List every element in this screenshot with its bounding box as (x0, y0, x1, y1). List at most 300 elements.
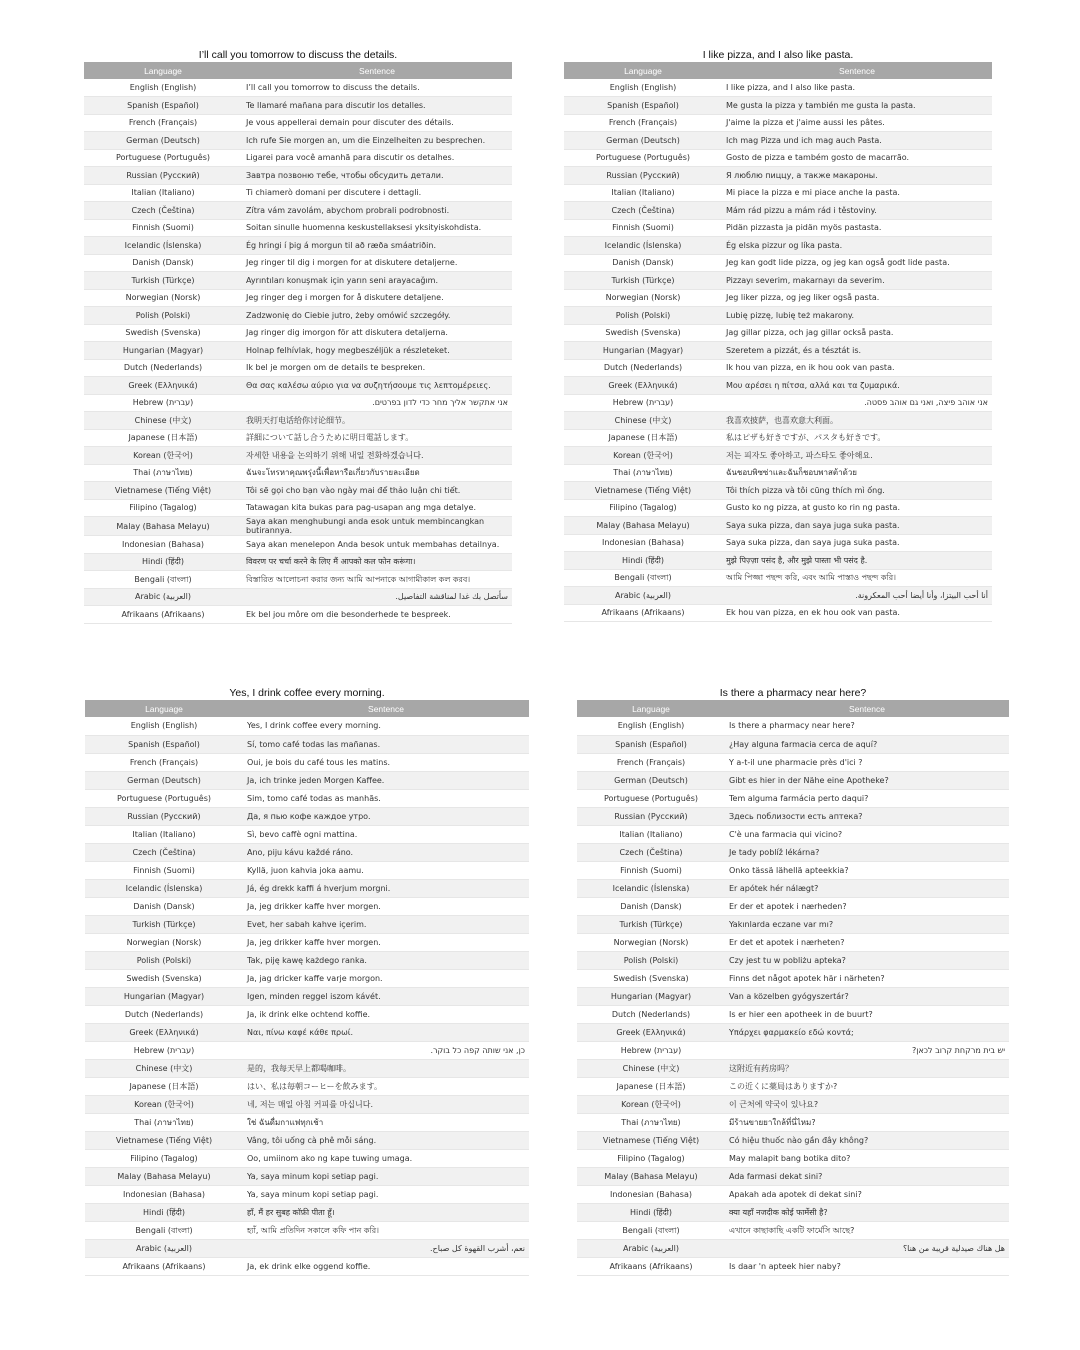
language-cell: Swedish (Svenska) (577, 969, 725, 987)
table-row (84, 412, 512, 430)
language-cell: Swedish (Svenska) (85, 969, 243, 987)
table-row (577, 933, 1009, 951)
sentence-cell: Ich mag Pizza und ich mag auch Pasta. (722, 132, 992, 150)
sentence-cell: Evet, her sabah kahve içerim. (243, 915, 529, 933)
language-cell: Dutch (Nederlands) (85, 1005, 243, 1023)
sentence-cell: Ja, jeg drikker kaffe hver morgen. (243, 897, 529, 915)
sentence-cell: Czy jest tu w pobliżu apteka? (725, 951, 1009, 969)
language-cell: Thai (ภาษาไทย) (85, 1113, 243, 1131)
sentence-cell: มีร้านขายยาใกล้ที่นี่ไหม? (725, 1113, 1009, 1131)
language-cell: Norwegian (Norsk) (564, 289, 722, 307)
table-row (85, 717, 529, 735)
table-row (577, 1041, 1009, 1059)
sentence-cell: Saya suka pizza, dan saya juga suka pasta. (722, 517, 992, 535)
sentence-cell: Здесь поблизости есть аптека? (725, 807, 1009, 825)
language-cell: Italian (Italiano) (577, 825, 725, 843)
table-row (85, 897, 529, 915)
sentence-cell: Sì, bevo caffè ogni mattina. (243, 825, 529, 843)
table-row (577, 861, 1009, 879)
table-row (577, 825, 1009, 843)
table-row (84, 184, 512, 202)
sentence-cell: Ja, ich trinke jeden Morgen Kaffee. (243, 771, 529, 789)
sentence-cell: Onko tässä lähellä apteekkia? (725, 861, 1009, 879)
sentence-cell: Ég elska pizzur og líka pasta. (722, 237, 992, 255)
language-cell: Filipino (Tagalog) (84, 499, 242, 517)
sentence-cell: Sim, tomo café todas as manhãs. (243, 789, 529, 807)
language-cell: Chinese (中文) (577, 1059, 725, 1077)
sentence-cell: Jeg ringer deg i morgen for å diskutere detaljene. (242, 289, 512, 307)
table-row (564, 394, 992, 412)
language-column-header: Language (577, 700, 725, 717)
table-header-row (85, 700, 529, 717)
table-row (577, 1113, 1009, 1131)
sentence-cell: Soitan sinulle huomenna keskustellaksesi yksityiskohdista. (242, 219, 512, 237)
table-row (84, 553, 512, 571)
sentence-column-header: Sentence (725, 700, 1009, 717)
table-row (85, 987, 529, 1005)
sentence-cell: Je tady poblíž lékárna? (725, 843, 1009, 861)
sentence-cell: Vâng, tôi uống cà phê mỗi sáng. (243, 1131, 529, 1149)
sentence-cell: כן, אני שותה קפה כל בוקר. (243, 1041, 529, 1059)
table-row (84, 394, 512, 412)
table-row (84, 97, 512, 115)
language-cell: Russian (Русский) (564, 167, 722, 185)
sentence-cell: Да, я пью кофе каждое утро. (243, 807, 529, 825)
language-cell: Malay (Bahasa Melayu) (84, 517, 242, 536)
language-cell: French (Français) (577, 753, 725, 771)
language-cell: Norwegian (Norsk) (577, 933, 725, 951)
language-cell: Greek (Ελληνικά) (577, 1023, 725, 1041)
table-row (85, 789, 529, 807)
table-row (85, 1239, 529, 1257)
language-cell: Hindi (हिंदी) (84, 553, 242, 571)
sentence-cell: ใช่ ฉันดื่มกาแฟทุกเช้า (243, 1113, 529, 1131)
sentence-cell: Saya suka pizza, dan saya juga suka pasta. (722, 534, 992, 552)
table-row (84, 377, 512, 395)
table-row (84, 517, 512, 536)
language-cell: Hungarian (Magyar) (84, 342, 242, 360)
language-cell: Arabic (العربية) (577, 1239, 725, 1257)
panel-title: I like pizza, and I also like pasta. (702, 49, 854, 61)
sentence-cell: Er det et apotek i nærheten? (725, 933, 1009, 951)
language-cell: German (Deutsch) (564, 132, 722, 150)
sentence-cell: 자세한 내용을 논의하기 위해 내일 전화하겠습니다. (242, 447, 512, 465)
sentence-cell: Ano, piju kávu každé ráno. (243, 843, 529, 861)
language-cell: Polish (Polski) (577, 951, 725, 969)
language-cell: Hungarian (Magyar) (577, 987, 725, 1005)
language-cell: French (Français) (564, 114, 722, 132)
language-cell: English (English) (84, 79, 242, 97)
table-row (85, 861, 529, 879)
sentence-cell: I like pizza, and I also like pasta. (722, 79, 992, 97)
table-row (564, 464, 992, 482)
language-cell: Hebrew (עברית) (564, 394, 722, 412)
table-row (564, 552, 992, 570)
sentence-cell: Ya, saya minum kopi setiap pagi. (243, 1185, 529, 1203)
table-row (564, 79, 992, 97)
language-cell: Danish (Dansk) (564, 254, 722, 272)
language-cell: Turkish (Türkçe) (564, 272, 722, 290)
sentence-cell: क्या यहाँ नजदीक कोई फार्मेसी है? (725, 1203, 1009, 1221)
table-row (577, 987, 1009, 1005)
sentence-cell: বিস্তারিত আলোচনা করার জন্য আমি আপনাকে আগামীকাল কল করব। (242, 571, 512, 589)
language-cell: Arabic (العربية) (84, 588, 242, 606)
language-cell: Hebrew (עברית) (85, 1041, 243, 1059)
language-column-header: Language (84, 62, 242, 79)
table-row (85, 1041, 529, 1059)
table-row (84, 149, 512, 167)
translation-table (577, 700, 1009, 1276)
table-row (577, 789, 1009, 807)
sentence-cell: ¿Hay alguna farmacia cerca de aquí? (725, 735, 1009, 753)
table-row (85, 1077, 529, 1095)
language-cell: Spanish (Español) (84, 97, 242, 115)
table-row (85, 807, 529, 825)
sentence-cell: Sí, tomo café todas las mañanas. (243, 735, 529, 753)
sentence-cell: Me gusta la pizza y también me gusta la pasta. (722, 97, 992, 115)
language-cell: Turkish (Türkçe) (577, 915, 725, 933)
table-row (85, 933, 529, 951)
sentence-cell: この近くに薬局はありますか? (725, 1077, 1009, 1095)
table-row (577, 1023, 1009, 1041)
translation-table (85, 700, 529, 1276)
language-cell: Finnish (Suomi) (84, 219, 242, 237)
table-row (577, 1239, 1009, 1257)
sentence-cell: Ja, jag dricker kaffe varje morgon. (243, 969, 529, 987)
language-cell: Indonesian (Bahasa) (85, 1185, 243, 1203)
language-cell: English (English) (564, 79, 722, 97)
sentence-cell: Van a közelben gyógyszertár? (725, 987, 1009, 1005)
language-cell: Hebrew (עברית) (577, 1041, 725, 1059)
table-row (564, 377, 992, 395)
table-row (577, 969, 1009, 987)
sentence-cell: Ja, jeg drikker kaffe hver morgen. (243, 933, 529, 951)
language-cell: Japanese (日本語) (84, 429, 242, 447)
language-cell: Chinese (中文) (84, 412, 242, 430)
language-cell: Hungarian (Magyar) (85, 987, 243, 1005)
sentence-cell: 私はピザも好きですが、パスタも好きです。 (722, 429, 992, 447)
table-row (577, 1005, 1009, 1023)
table-row (85, 1221, 529, 1239)
sentence-cell: Je vous appellerai demain pour discuter des détails. (242, 114, 512, 132)
sentence-cell: Tôi sẽ gọi cho bạn vào ngày mai để thảo luận chi tiết. (242, 482, 512, 500)
sentence-cell: 这附近有药房吗？ (725, 1059, 1009, 1077)
language-cell: Portuguese (Português) (84, 149, 242, 167)
sentence-cell: Er apótek hér nálægt? (725, 879, 1009, 897)
sentence-cell: Tem alguma farmácia perto daqui? (725, 789, 1009, 807)
language-cell: Hindi (हिंदी) (85, 1203, 243, 1221)
sentence-cell: Я люблю пиццу, а также макароны. (722, 167, 992, 185)
sentence-cell: Ligarei para você amanhã para discutir os detalhes. (242, 149, 512, 167)
language-cell: Hebrew (עברית) (84, 394, 242, 412)
sentence-cell: Finns det något apotek här i närheten? (725, 969, 1009, 987)
table-row (577, 843, 1009, 861)
language-cell: German (Deutsch) (85, 771, 243, 789)
table-row (84, 272, 512, 290)
language-cell: Malay (Bahasa Melayu) (577, 1167, 725, 1185)
language-cell: Greek (Ελληνικά) (564, 377, 722, 395)
table-row (85, 915, 529, 933)
sentence-cell: Jag gillar pizza, och jag gillar också pasta. (722, 324, 992, 342)
language-cell: Vietnamese (Tiếng Việt) (84, 482, 242, 500)
table-row (84, 307, 512, 325)
table-row (564, 114, 992, 132)
table-row (564, 569, 992, 587)
panel-title: Yes, I drink coffee every morning. (229, 687, 385, 699)
language-cell: Portuguese (Português) (577, 789, 725, 807)
language-cell: Vietnamese (Tiếng Việt) (564, 482, 722, 500)
table-row (564, 429, 992, 447)
sentence-column-header: Sentence (242, 62, 512, 79)
table-row (564, 184, 992, 202)
table-row (85, 1131, 529, 1149)
sentence-cell: Oo, umiinom ako ng kape tuwing umaga. (243, 1149, 529, 1167)
sentence-cell: Yakınlarda eczane var mı? (725, 915, 1009, 933)
table-row (85, 1185, 529, 1203)
table-row (84, 588, 512, 606)
language-cell: Russian (Русский) (577, 807, 725, 825)
phrase-panel-2 (85, 687, 529, 1276)
language-cell: Icelandic (Íslenska) (85, 879, 243, 897)
language-cell: Italian (Italiano) (85, 825, 243, 843)
phrase-panel-3 (577, 687, 1009, 1276)
phrase-panel-1 (564, 49, 992, 622)
table-row (564, 482, 992, 500)
language-cell: Turkish (Türkçe) (84, 272, 242, 290)
sentence-cell: יש בית מרקחת קרוב לכאן? (725, 1041, 1009, 1059)
sentence-cell: এখানে কাছাকাছি একটি ফার্মেসি আছে? (725, 1221, 1009, 1239)
sentence-cell: Jag ringer dig imorgon för att diskutera detaljerna. (242, 324, 512, 342)
language-cell: Finnish (Suomi) (564, 219, 722, 237)
table-row (577, 1077, 1009, 1095)
language-cell: Czech (Čeština) (564, 202, 722, 220)
sentence-cell: হ্যাঁ, আমি প্রতিদিন সকালে কফি পান করি। (243, 1221, 529, 1239)
table-row (577, 753, 1009, 771)
language-cell: Japanese (日本語) (85, 1077, 243, 1095)
language-cell: Danish (Dansk) (577, 897, 725, 915)
table-row (85, 825, 529, 843)
sentence-cell: Ja, ik drink elke ochtend koffie. (243, 1005, 529, 1023)
sentence-cell: Jeg ringer til dig i morgen for at diskutere detaljerne. (242, 254, 512, 272)
sentence-cell: Szeretem a pizzát, és a tésztát is. (722, 342, 992, 360)
language-cell: Indonesian (Bahasa) (564, 534, 722, 552)
language-cell: French (Français) (84, 114, 242, 132)
sentence-cell: Ada farmasi dekat sini? (725, 1167, 1009, 1185)
table-row (577, 1203, 1009, 1221)
sentence-cell: আমি পিজ্জা পছন্দ করি, এবং আমি পাস্তাও পছন্দ করি। (722, 569, 992, 587)
table-row (564, 167, 992, 185)
sentence-cell: Zítra vám zavolám, abychom probrali podrobnosti. (242, 202, 512, 220)
sentence-cell: ฉันชอบพิซซ่าและฉันก็ชอบพาสต้าด้วย (722, 464, 992, 482)
language-cell: Russian (Русский) (84, 167, 242, 185)
language-cell: Spanish (Español) (85, 735, 243, 753)
sentence-cell: Pizzayı severim, makarnayı da severim. (722, 272, 992, 290)
language-cell: Afrikaans (Afrikaans) (85, 1257, 243, 1275)
sentence-cell: Saya akan menelepon Anda besok untuk membahas detailnya. (242, 536, 512, 554)
language-cell: Danish (Dansk) (84, 254, 242, 272)
language-cell: Icelandic (Íslenska) (564, 237, 722, 255)
table-row (564, 237, 992, 255)
table-row (85, 1005, 529, 1023)
language-cell: Spanish (Español) (564, 97, 722, 115)
language-cell: Finnish (Suomi) (85, 861, 243, 879)
table-row (577, 1149, 1009, 1167)
sentence-cell: Завтра позвоню тебе, чтобы обсудить детали. (242, 167, 512, 185)
language-cell: Vietnamese (Tiếng Việt) (577, 1131, 725, 1149)
language-cell: Portuguese (Português) (564, 149, 722, 167)
language-cell: Chinese (中文) (564, 412, 722, 430)
table-row (85, 1167, 529, 1185)
language-cell: Polish (Polski) (85, 951, 243, 969)
table-row (577, 915, 1009, 933)
language-cell: Polish (Polski) (564, 307, 722, 325)
language-column-header: Language (85, 700, 243, 717)
sentence-cell: Gosto de pizza e também gosto de macarrão. (722, 149, 992, 167)
language-cell: Icelandic (Íslenska) (84, 237, 242, 255)
language-cell: Czech (Čeština) (577, 843, 725, 861)
language-cell: Swedish (Svenska) (84, 324, 242, 342)
language-cell: Afrikaans (Afrikaans) (564, 604, 722, 622)
table-row (577, 807, 1009, 825)
table-row (564, 97, 992, 115)
language-cell: Italian (Italiano) (564, 184, 722, 202)
sentence-cell: Mi piace la pizza e mi piace anche la pasta. (722, 184, 992, 202)
table-row (84, 132, 512, 150)
table-row (85, 771, 529, 789)
table-row (564, 307, 992, 325)
sentence-cell: Y a-t-il une pharmacie près d'ici ? (725, 753, 1009, 771)
sentence-cell: 我喜欢披萨，也喜欢意大利面。 (722, 412, 992, 430)
language-cell: English (English) (85, 717, 243, 735)
sentence-cell: Is daar 'n apteek hier naby? (725, 1257, 1009, 1275)
sentence-cell: אני אוהב פיצה, ואני גם אוהב פסטה. (722, 394, 992, 412)
language-cell: Filipino (Tagalog) (577, 1149, 725, 1167)
sentence-cell: मुझे पिज़्ज़ा पसंद है, और मुझे पास्ता भी पसंद है. (722, 552, 992, 570)
table-row (577, 879, 1009, 897)
language-cell: Greek (Ελληνικά) (85, 1023, 243, 1041)
table-row (84, 167, 512, 185)
table-row (564, 342, 992, 360)
table-body (564, 79, 992, 622)
table-row (564, 202, 992, 220)
language-cell: Bengali (বাংলা) (577, 1221, 725, 1239)
table-row (84, 324, 512, 342)
sentence-cell: Tôi thích pizza và tôi cũng thích mì ống. (722, 482, 992, 500)
language-cell: Icelandic (Íslenska) (577, 879, 725, 897)
sentence-cell: Is there a pharmacy near here? (725, 717, 1009, 735)
table-row (85, 969, 529, 987)
sentence-cell: Υπάρχει φαρμακείο εδώ κοντά; (725, 1023, 1009, 1041)
table-row (84, 219, 512, 237)
table-row (85, 879, 529, 897)
language-column-header: Language (564, 62, 722, 79)
sentence-cell: Gusto ko ng pizza, at gusto ko rin ng pasta. (722, 499, 992, 517)
table-row (564, 604, 992, 622)
table-row (577, 1131, 1009, 1149)
language-cell: Korean (한국어) (85, 1095, 243, 1113)
table-row (564, 499, 992, 517)
table-row (577, 771, 1009, 789)
language-cell: Thai (ภาษาไทย) (564, 464, 722, 482)
table-row (85, 1095, 529, 1113)
sentence-cell: Gibt es hier in der Nähe eine Apotheke? (725, 771, 1009, 789)
table-row (564, 587, 992, 605)
sentence-cell: Μου αρέσει η πίτσα, αλλά και τα ζυμαρικά. (722, 377, 992, 395)
sentence-cell: Ik bel je morgen om de details te bespreken. (242, 359, 512, 377)
sentence-cell: May malapit bang botika dito? (725, 1149, 1009, 1167)
table-row (84, 536, 512, 554)
sentence-cell: Já, ég drekk kaffi á hverjum morgni. (243, 879, 529, 897)
sentence-cell: Saya akan menghubungi anda esok untuk membincangkan butirannya. (242, 517, 512, 536)
table-row (84, 237, 512, 255)
sentence-cell: Có hiệu thuốc nào gần đây không? (725, 1131, 1009, 1149)
language-cell: Korean (한국어) (577, 1095, 725, 1113)
language-cell: Swedish (Svenska) (564, 324, 722, 342)
sentence-cell: Ek bel jou môre om die besonderhede te bespreek. (242, 606, 512, 624)
sentence-cell: Ja, ek drink elke oggend koffie. (243, 1257, 529, 1275)
table-body (84, 79, 512, 623)
language-cell: Dutch (Nederlands) (577, 1005, 725, 1023)
sentence-cell: Oui, je bois du café tous les matins. (243, 753, 529, 771)
sentence-cell: Tak, piję kawę każdego ranka. (243, 951, 529, 969)
sentence-column-header: Sentence (722, 62, 992, 79)
sentence-cell: Ayrıntıları konuşmak için yarın seni arayacağım. (242, 272, 512, 290)
sentence-cell: J'aime la pizza et j'aime aussi les pâtes. (722, 114, 992, 132)
table-row (85, 951, 529, 969)
sentence-cell: 이 근처에 약국이 있나요? (725, 1095, 1009, 1113)
table-row (577, 1221, 1009, 1239)
table-row (564, 219, 992, 237)
language-cell: Arabic (العربية) (85, 1239, 243, 1257)
language-cell: Filipino (Tagalog) (564, 499, 722, 517)
language-cell: Japanese (日本語) (577, 1077, 725, 1095)
table-row (85, 1059, 529, 1077)
table-row (564, 517, 992, 535)
sentence-cell: אני אתקשר אליך מחר כדי לדון בפרטים. (242, 394, 512, 412)
language-cell: Norwegian (Norsk) (85, 933, 243, 951)
table-row (577, 1257, 1009, 1275)
language-cell: French (Français) (85, 753, 243, 771)
sentence-cell: 저는 피자도 좋아하고, 파스타도 좋아해요. (722, 447, 992, 465)
sentence-cell: はい、私は毎朝コーヒーを飲みます。 (243, 1077, 529, 1095)
table-row (577, 735, 1009, 753)
sentence-cell: نعم، أشرب القهوة كل صباح. (243, 1239, 529, 1257)
sentence-cell: 是的，我每天早上都喝咖啡。 (243, 1059, 529, 1077)
language-cell: Filipino (Tagalog) (85, 1149, 243, 1167)
table-row (84, 571, 512, 589)
sentence-column-header: Sentence (243, 700, 529, 717)
table-row (564, 132, 992, 150)
language-cell: German (Deutsch) (84, 132, 242, 150)
sentence-cell: Jeg kan godt lide pizza, og jeg kan også godt lide pasta. (722, 254, 992, 272)
language-cell: Norwegian (Norsk) (84, 289, 242, 307)
table-row (564, 272, 992, 290)
table-row (577, 897, 1009, 915)
language-cell: Italian (Italiano) (84, 184, 242, 202)
table-row (85, 1023, 529, 1041)
sentence-cell: Tatawagan kita bukas para pag-usapan ang mga detalye. (242, 499, 512, 517)
sentence-cell: Kyllä, juon kahvia joka aamu. (243, 861, 529, 879)
language-cell: Finnish (Suomi) (577, 861, 725, 879)
sentence-cell: Mám rád pizzu a mám rád i těstoviny. (722, 202, 992, 220)
language-cell: Malay (Bahasa Melayu) (564, 517, 722, 535)
sentence-cell: Yes, I drink coffee every morning. (243, 717, 529, 735)
table-row (85, 1149, 529, 1167)
language-cell: German (Deutsch) (577, 771, 725, 789)
table-row (85, 735, 529, 753)
table-row (564, 149, 992, 167)
language-cell: Hindi (हिंदी) (564, 552, 722, 570)
